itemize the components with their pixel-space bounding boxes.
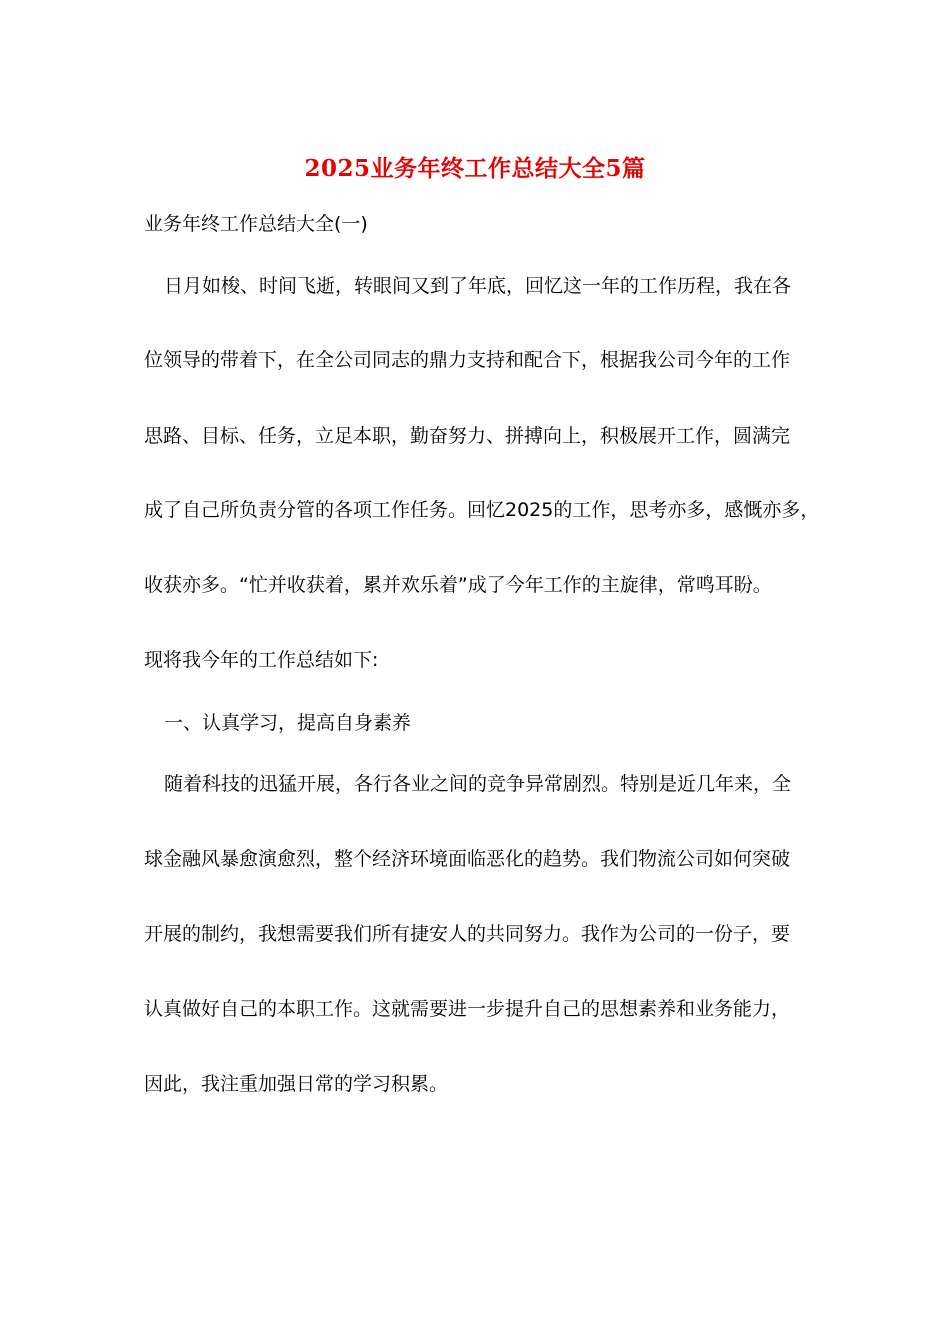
paragraph-line: 收获亦多。“忙并收获着，累并欢乐着”成了今年工作的主旋律，常鸣耳盼。: [144, 574, 772, 596]
paragraph-line: 日月如梭、时间飞逝，转眼间又到了年底，回忆这一年的工作历程，我在各: [164, 275, 792, 297]
section-heading: 一、认真学习，提高自身素养: [164, 712, 412, 734]
section-subtitle: 业务年终工作总结大全(一): [144, 213, 368, 235]
paragraph-line: 认真做好自己的本职工作。这就需要进一步提升自己的思想素养和业务能力，: [144, 998, 791, 1020]
paragraph-line: 随着科技的迅猛开展，各行各业之间的竞争异常剧烈。特别是近几年来，全: [164, 773, 792, 795]
paragraph-line: 开展的制约，我想需要我们所有捷安人的共同努力。我作为公司的一份子，要: [144, 923, 791, 945]
paragraph-line: 思路、目标、任务，立足本职，勤奋努力、拼搏向上，积极展开工作，圆满完: [144, 425, 791, 447]
document-title: 2025业务年终工作总结大全5篇: [304, 155, 646, 182]
paragraph-line: 位领导的带着下，在全公司同志的鼎力支持和配合下，根据我公司今年的工作: [144, 349, 791, 371]
intro-line: 现将我今年的工作总结如下:: [144, 649, 379, 671]
paragraph-line: 球金融风暴愈演愈烈，整个经济环境面临恶化的趋势。我们物流公司如何突破: [144, 848, 791, 870]
paragraph-line: 因此，我注重加强日常的学习积累。: [144, 1073, 449, 1095]
paragraph-line: 成了自己所负责分管的各项工作任务。回忆2025的工作，思考亦多，感慨亦多，: [144, 499, 820, 521]
